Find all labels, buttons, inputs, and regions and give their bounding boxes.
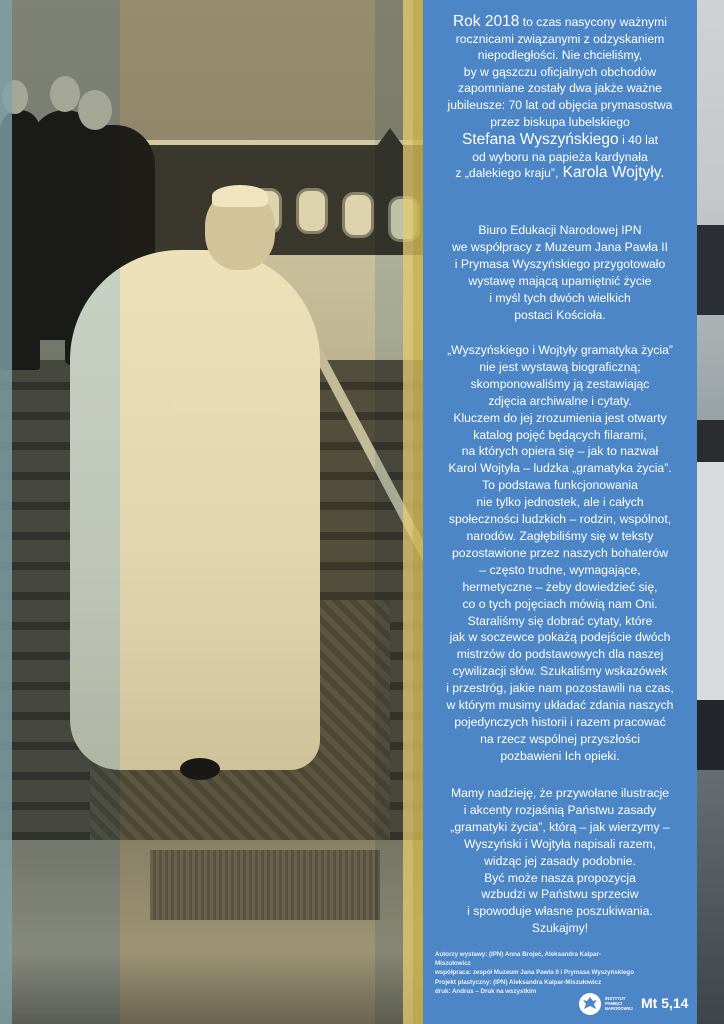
text-line: Kluczem do jej zrozumienia jest otwarty: [453, 410, 667, 425]
text-line: druk: Andrus – Druk na wszystkim: [435, 987, 537, 995]
text-line: społeczności ludzkich – rodzin, wspólnot,: [448, 512, 672, 527]
text-line: Karol Wojtyła – ludzka „gramatyka życia”.: [448, 461, 672, 476]
text-line: od wyboru na papieża kardynała: [472, 149, 648, 164]
text-line: co o tych pojęciach mówią nam Oni.: [462, 596, 658, 611]
text-line: wystawę mającą upamiętnić życie: [468, 273, 652, 288]
text-line: i Prymasa Wyszyńskiego przygotowało: [454, 256, 666, 271]
ipn-eagle-logo-icon: [578, 992, 602, 1016]
text-line: NARODOWEJ: [605, 1006, 633, 1011]
text-line: by w gąszczu oficjalnych obchodów: [463, 64, 657, 79]
text-line: Biuro Edukacji Narodowej IPN: [478, 223, 642, 237]
text-line: narodów. Zagłębiliśmy się w teksty: [466, 528, 654, 543]
text-line: INSTYTUT: [605, 996, 626, 1001]
text-line: cywilizacji słów. Szukaliśmy wskazówek: [452, 664, 668, 679]
text-line: pojedynczych historii i razem pracować: [454, 714, 666, 729]
text-line: Staraliśmy się dobrać cytaty, które: [467, 613, 653, 628]
verse-reference: Mt 5,14: [641, 995, 689, 1011]
credits: [435, 950, 635, 996]
text-panel: [423, 0, 697, 1024]
text-line: to czas nasycony ważnymi: [519, 15, 668, 29]
text-line: pozbawieni Ich opieki.: [500, 748, 620, 763]
text-line: pozostawione przez naszych bohaterów: [451, 545, 669, 560]
side-photo-plane: [697, 225, 724, 315]
tint-band-green: [375, 0, 403, 1024]
text-line: zapomniane zostały dwa jakże ważne: [458, 81, 662, 96]
tint-band-cream: [120, 0, 375, 1024]
tint-band-edge: [0, 0, 12, 1024]
text-line: jubileusze: 70 lat od objęcia prymasostwa: [447, 97, 673, 112]
text-line: jak w soczewce pokażą podejście dwóch: [449, 630, 671, 645]
text-line: „gramatyki życia”, którą – jak wierzymy –: [450, 819, 670, 834]
text-line: Być może nasza propozycja: [484, 870, 636, 885]
text-line: PAMIĘCI: [605, 1001, 623, 1006]
text-line: współpraca: zespół Muzeum Jana Pawła II i Prymasa Wyszyńskiego: [435, 969, 634, 977]
intro-lead: Rok 2018: [452, 13, 520, 30]
name-wyszynski: Stefana Wyszyńskiego: [462, 131, 619, 149]
text-line: na rzecz wspólnej przyszłości: [480, 731, 640, 746]
paragraph-1: [423, 222, 697, 323]
text-line: w którym musimy układać zdania naszych: [446, 698, 674, 713]
text-line: i przestróg, jakie nam pozostawili na czas,: [446, 681, 674, 696]
text-line: na których opiera się – jak to nazwał: [461, 444, 659, 459]
text-line: To podstawa funkcjonowania: [482, 478, 638, 493]
name-wojtyla: Karola Wojtyły.: [558, 164, 665, 182]
text-line: i spowoduje własne poszukiwania.: [467, 904, 653, 919]
text-line: rocznicami związanymi z odzyskaniem: [455, 31, 665, 46]
text-line: postaci Kościoła.: [514, 307, 606, 322]
text-line: i myśl tych dwóch wielkich: [489, 290, 631, 305]
text-line: wzbudzi w Państwu sprzeciw: [481, 887, 639, 902]
text-line: niepodległości. Nie chcieliśmy,: [477, 48, 643, 63]
text-line: Projekt plastyczny: (IPN) Aleksandra Kalpar-Miszułowicz: [435, 978, 602, 986]
side-photo-man: [697, 420, 724, 770]
tint-band-yellow: [403, 0, 413, 1024]
text-line: przez biskupa lubelskiego: [490, 114, 630, 129]
tint-band-gold: [413, 0, 423, 1024]
text-line: – często trudne, wymagające,: [479, 562, 641, 577]
text-line: hermetyczne – żeby dowiedzieć się,: [462, 579, 658, 594]
text-line: katalog pojęć będących filarami,: [473, 427, 647, 442]
text-line: nie jest wystawą biograficzną;: [479, 359, 641, 374]
text-line: i 40 lat: [618, 133, 658, 148]
text-line: Autorzy wystawy: (IPN) Anna Brojeć, Aleksandra Kalpar-Miszułowicz: [435, 951, 601, 968]
text-line: „Wyszyńskiego i Wojtyły gramatyka życia”: [447, 343, 673, 357]
intro-text: [423, 14, 697, 182]
text-line: zdjęcia archiwalne i cytaty.: [488, 393, 632, 408]
paragraph-3: [423, 785, 697, 937]
tint-band-teal: [0, 0, 120, 1024]
logo-text: [605, 996, 635, 1011]
text-line: widząc jej zasady podobnie.: [484, 853, 636, 868]
text-line: Mamy nadzieję, że przywołane ilustracje: [450, 786, 670, 800]
text-line: z „dalekiego kraju”,: [455, 166, 559, 181]
text-line: nie tylko jednostek, ale i całych: [476, 495, 644, 510]
text-line: Wyszyński i Wojtyła napisali razem,: [463, 836, 656, 851]
text-line: we współpracy z Muzeum Jana Pawła II: [451, 239, 669, 254]
text-line: Szukajmy!: [531, 921, 589, 936]
paragraph-2: [423, 342, 697, 765]
text-line: i akcenty rozjaśnią Państwu zasady: [463, 802, 657, 817]
text-line: skomponowaliśmy ją zestawiając: [470, 376, 650, 391]
text-line: mistrzów do podstawowych dla naszej: [456, 647, 664, 662]
